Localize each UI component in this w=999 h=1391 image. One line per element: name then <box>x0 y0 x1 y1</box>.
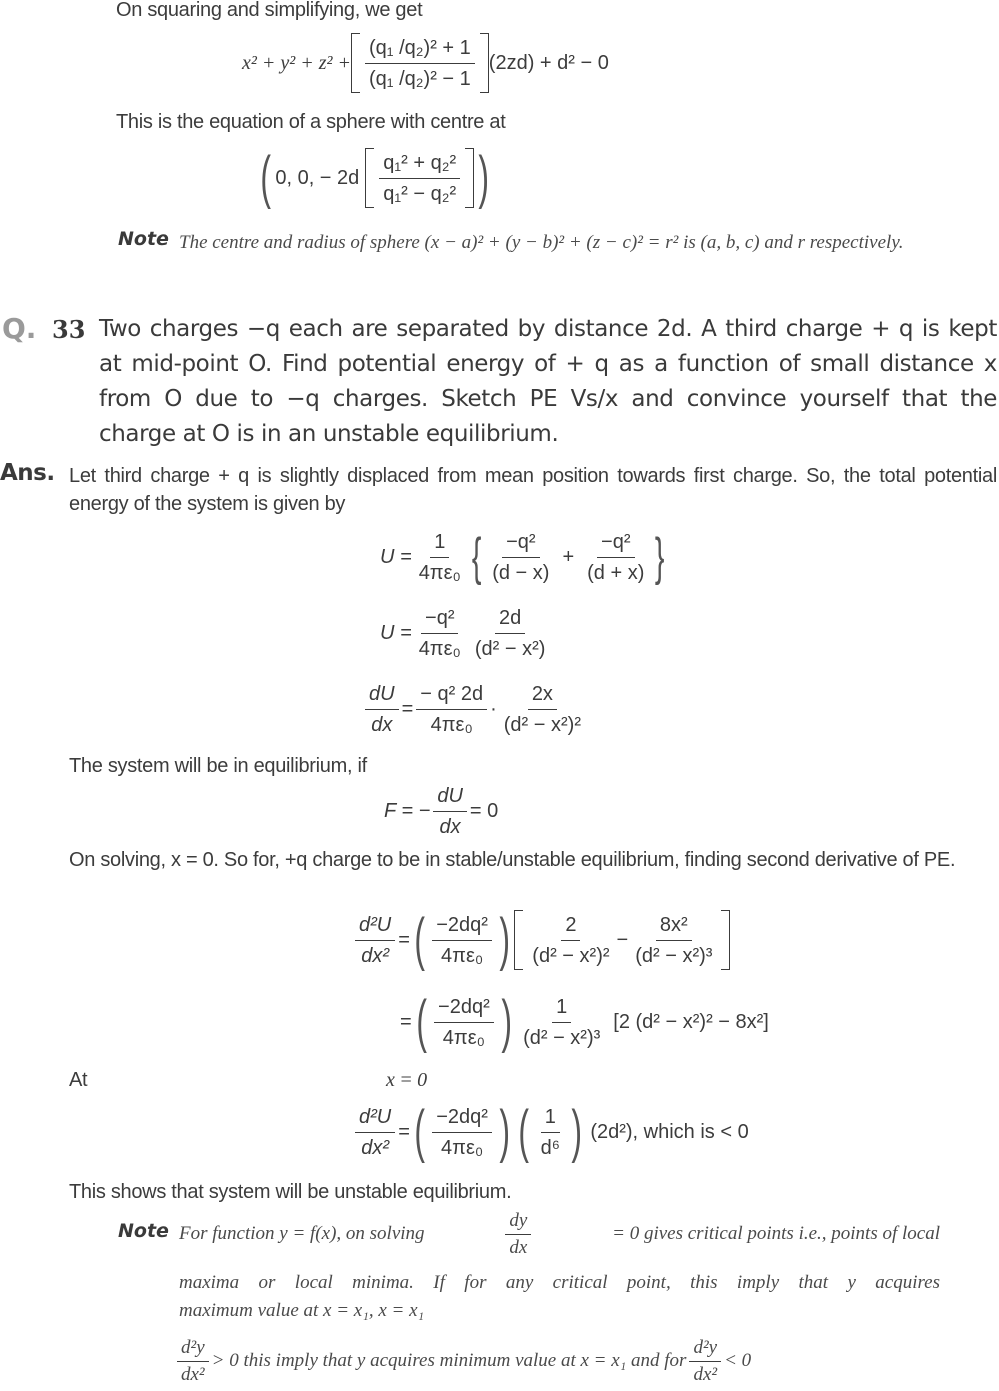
eq6-equals: = <box>400 1010 412 1033</box>
eq7-tail: (2d²), which is < 0 <box>590 1120 749 1143</box>
eq3-frac-a <box>416 681 487 738</box>
eq6-a-num: −2dq² <box>434 994 494 1023</box>
sphere-eq-numerator: (q₁ /q₂)² + 1 <box>365 35 475 64</box>
left-bracket <box>365 148 374 208</box>
eq6-frac-b <box>519 994 604 1051</box>
question-label: Q. <box>2 312 37 345</box>
eq1-coefficient <box>415 529 465 586</box>
eq3-b-den: (d² − x²)² <box>503 713 581 736</box>
question-number: 33 <box>52 315 86 344</box>
note-line4-mid: > 0 this imply that y acquires minimum value at x = x₁ and for <box>211 1350 687 1371</box>
right-paren: ) <box>499 1099 510 1164</box>
eq1-lhs: U = <box>380 545 412 568</box>
second-derivative-fraction-2 <box>689 1337 721 1386</box>
question-text: Two charges −q each are separated by distance 2d. A third charge + q is kept at mid-point O. Find potential energy of + q as a function of small distance x from O due to −q charges. Sketch PE Vs/x and convince yourself that the charge at O is in an unstable equilibrium. <box>99 316 997 447</box>
eq3-lhs <box>365 681 399 738</box>
second-derivative-equation <box>352 902 730 978</box>
eq1-t1-num: −q² <box>502 529 539 558</box>
sphere-centre <box>256 138 494 218</box>
left-bracket <box>514 910 523 970</box>
right-paren: ) <box>499 907 510 972</box>
centre-fraction <box>379 150 460 207</box>
centre-numerator: q₁² + q₂² <box>379 150 460 179</box>
eq3-frac-b <box>500 681 585 738</box>
eq5-minus: − <box>616 928 629 951</box>
left-bracket <box>351 33 360 93</box>
left-brace: { <box>471 528 482 586</box>
note-label: Note <box>118 1220 169 1242</box>
force-equation <box>384 778 498 844</box>
eq5-frac-a <box>432 912 492 969</box>
left-paren: ( <box>414 1099 425 1164</box>
eq7-b-den: d⁶ <box>540 1136 560 1159</box>
eq3-a-num: − q² 2d <box>416 681 487 710</box>
note-line-4 <box>174 1332 751 1390</box>
eq3-equals: = <box>401 697 414 720</box>
dx2-den-2: dx² <box>693 1363 718 1385</box>
left-paren: ( <box>260 145 271 210</box>
eq4-rhs: = 0 <box>469 799 499 822</box>
centre-denominator: q₁² − q₂² <box>383 182 457 205</box>
eq5-equals: = <box>398 928 410 951</box>
simplified-energy-equation <box>380 600 552 666</box>
eq5-frac-c <box>631 912 716 969</box>
note-text: The centre and radius of sphere (x − a)² + (y − b)² + (z − c)² = r² is (a, b, c) and r respectively. <box>179 232 904 253</box>
sphere-eq-lhs: x² + y² + z² + <box>242 51 352 74</box>
eq7-a-num: −2dq² <box>432 1104 492 1133</box>
note-line1-b: = 0 gives critical points i.e., points of local <box>612 1223 940 1244</box>
eq6-a-den: 4πε₀ <box>442 1026 485 1049</box>
conclusion-text: This shows that system will be unstable equilibrium. <box>69 1181 512 1203</box>
note-sphere <box>118 228 940 258</box>
eq2-frac-b <box>471 605 550 662</box>
eq6-tail: [2 (d² − x²)² − 8x²] <box>613 1010 769 1033</box>
note-line-3: maximum value at x = x₁, x = x₁ <box>179 1300 425 1321</box>
eq5-b-num: 2 <box>561 912 580 941</box>
eq3-dot: · <box>490 697 497 720</box>
answer-label: Ans. <box>0 460 55 486</box>
sphere-statement: This is the equation of a sphere with centre at <box>116 111 506 133</box>
note-line-1 <box>179 1206 940 1262</box>
dx2-den: dx² <box>181 1363 205 1385</box>
eq2-a-den: 4πε₀ <box>418 637 461 660</box>
eq5-frac-b <box>528 912 613 969</box>
eq1-t1-den: (d − x) <box>492 561 550 584</box>
sphere-equation <box>242 28 609 98</box>
eq4-num: dU <box>433 783 467 812</box>
eq5-l-num: d²U <box>355 912 395 941</box>
right-bracket <box>480 33 489 93</box>
second-derivative-intro: On solving, x = 0. So for, +q charge to be in stable/unstable equilibrium, finding second derivative of PE. <box>69 849 956 871</box>
eq6-frac-a <box>434 994 494 1051</box>
right-paren: ) <box>501 989 512 1054</box>
sphere-eq-fraction <box>365 35 475 92</box>
right-bracket <box>465 148 474 208</box>
sphere-eq-denominator: (q₁ /q₂)² − 1 <box>369 67 471 90</box>
equilibrium-condition-text: The system will be in equilibrium, if <box>69 755 367 777</box>
eq7-frac-b <box>537 1104 564 1161</box>
eq3-b-num: 2x <box>528 681 557 710</box>
right-brace: } <box>655 528 665 586</box>
potential-energy-equation <box>380 522 669 592</box>
dx-den: dx <box>509 1236 528 1258</box>
right-paren: ) <box>478 145 490 210</box>
eq1-t2-num: −q² <box>597 529 634 558</box>
eq1-coef-den: 4πε₀ <box>418 561 461 584</box>
eq5-c-den: (d² − x²)³ <box>635 944 713 967</box>
eq1-term1 <box>488 529 553 586</box>
left-paren: ( <box>518 1099 530 1164</box>
eq4-lhs: F = − <box>384 799 431 822</box>
eq5-lhs <box>355 912 395 969</box>
eq5-b-den: (d² − x²)² <box>532 944 610 967</box>
eq6-b-num: 1 <box>552 994 571 1023</box>
eq5-c-num: 8x² <box>656 912 692 941</box>
note-line-2: maxima or local minima. If for any critical point, this imply that y acquires <box>179 1272 940 1293</box>
second-derivative-simplified <box>400 984 769 1060</box>
eq1-term2 <box>583 529 648 586</box>
eq5-a-den: 4πε₀ <box>441 944 484 967</box>
centre-prefix: 0, 0, − 2d <box>275 166 360 189</box>
eq2-b-den: (d² − x²) <box>474 637 546 660</box>
eq2-frac-a <box>415 605 465 662</box>
note-line4-end: < 0 <box>724 1350 752 1371</box>
note-line1-a: For function y = f(x), on solving <box>179 1223 425 1244</box>
at-value: x = 0 <box>386 1069 427 1091</box>
eq6-b-den: (d² − x²)³ <box>523 1026 601 1049</box>
eq7-equals: = <box>398 1120 410 1143</box>
second-derivative-at-zero <box>352 1094 749 1170</box>
eq1-coef-num: 1 <box>430 529 449 558</box>
eq3-l-den: dx <box>371 713 393 736</box>
note-label: Note <box>118 228 169 250</box>
eq7-a-den: 4πε₀ <box>441 1136 484 1159</box>
eq5-l-den: dx² <box>361 944 390 967</box>
eq7-l-num: d²U <box>355 1104 395 1133</box>
eq7-lhs <box>355 1104 395 1161</box>
right-paren: ) <box>571 1099 582 1164</box>
answer-intro: Let third charge + q is slightly displaced from mean position towards first charge. So, the total potential energy of the system is given by <box>69 465 997 515</box>
left-paren: ( <box>416 989 427 1054</box>
eq7-frac-a <box>432 1104 492 1161</box>
eq5-a-num: −2dq² <box>432 912 492 941</box>
eq3-l-num: dU <box>365 681 399 710</box>
eq7-l-den: dx² <box>361 1136 390 1159</box>
sphere-eq-rhs: (2zd) + d² − 0 <box>488 51 609 74</box>
question-block <box>0 312 999 452</box>
left-paren: ( <box>414 907 425 972</box>
d2y-num-2: d²y <box>689 1337 721 1362</box>
right-bracket <box>721 910 730 970</box>
intro-line: On squaring and simplifying, we get <box>116 0 423 21</box>
eq1-t2-den: (d + x) <box>587 561 645 584</box>
eq4-den: dx <box>439 815 461 838</box>
eq2-lhs: U = <box>380 621 412 644</box>
dy-dx-fraction <box>505 1210 531 1259</box>
d2y-num: d²y <box>177 1337 209 1362</box>
derivative-equation <box>362 676 588 742</box>
eq2-a-num: −q² <box>421 605 458 634</box>
second-derivative-fraction <box>177 1337 209 1386</box>
eq2-b-num: 2d <box>495 605 525 634</box>
eq1-plus: + <box>562 545 575 568</box>
eq3-a-den: 4πε₀ <box>430 713 473 736</box>
eq7-b-num: 1 <box>541 1104 560 1133</box>
note-critical-points <box>118 1206 940 1391</box>
eq4-frac <box>433 783 467 840</box>
dy-num: dy <box>505 1210 531 1235</box>
at-label: At <box>69 1069 88 1091</box>
